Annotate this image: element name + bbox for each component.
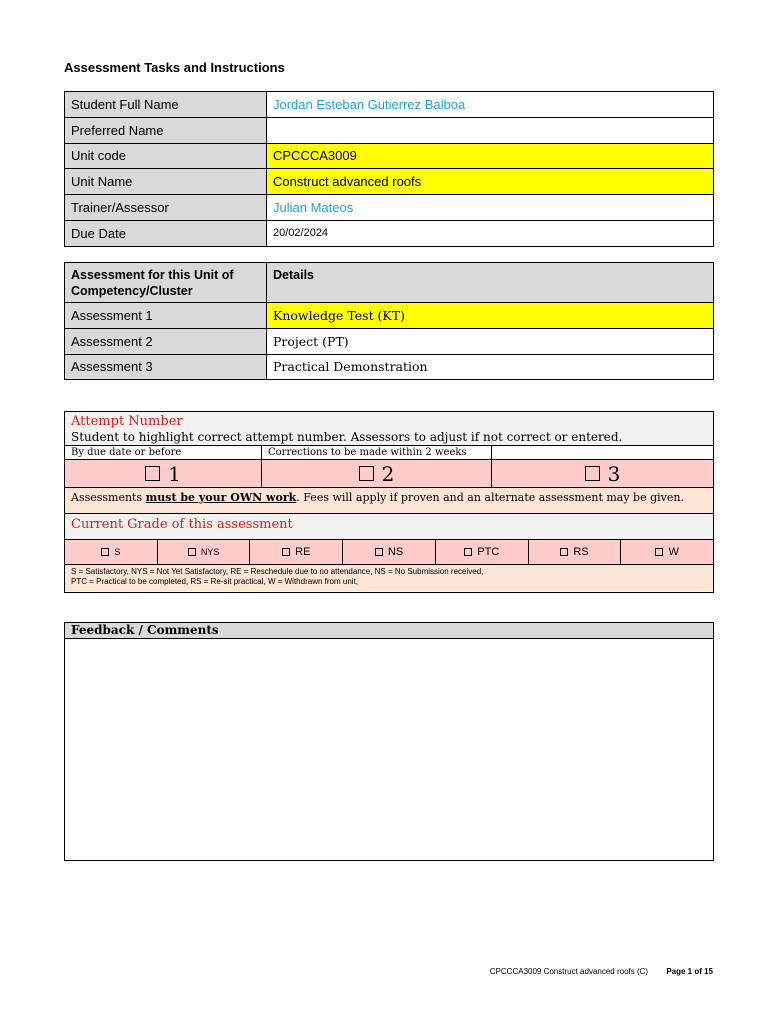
checkbox-icon [282,548,290,556]
row-assessment-1 [65,303,714,329]
feedback-section [64,622,714,861]
attempt-header [65,412,713,446]
grade-option-label: NYS [200,547,220,557]
row-due-date [65,220,714,246]
own-work-prefix: Assessments [71,491,146,504]
footer-page-number: Page 1 of 15 [666,967,713,976]
label-unit-code: Unit code [65,143,267,169]
feedback-title: Feedback / Comments [65,623,713,639]
attempt-2-label: 2 [381,461,395,486]
row-trainer-assessor [65,195,714,221]
preferred-name-field[interactable] [267,117,714,143]
attempt-section [64,411,714,593]
assessment-2-detail: Project (PT) [267,328,714,354]
grade-option-label: RE [295,546,311,558]
grade-legend-line-2: PTC = Practical to be completed, RS = Re-sit practical, W = Withdrawn from unit, [71,577,358,586]
label-preferred-name: Preferred Name [65,117,267,143]
student-full-name-field[interactable]: Jordan Esteban Gutierrez Balboa [267,92,714,118]
trainer-assessor-field[interactable]: Julian Mateos [267,195,714,221]
attempt-col-corrections: Corrections to be made within 2 weeks [262,446,492,459]
label-trainer-assessor: Trainer/Assessor [65,195,267,221]
grade-option-s[interactable] [65,540,158,564]
label-unit-name: Unit Name [65,169,267,195]
attempt-checkbox-row [65,460,713,488]
checkbox-icon [359,466,374,481]
checkbox-icon [375,548,383,556]
checkbox-icon [464,548,472,556]
attempt-col-empty [492,446,498,459]
attempt-subheader [65,446,713,460]
own-work-notice [65,488,713,514]
checkbox-icon [145,466,160,481]
grade-option-label: RS [573,546,589,558]
row-preferred-name [65,117,714,143]
label-assessment-3: Assessment 3 [65,354,267,380]
grade-options-row [65,540,713,565]
own-work-emphasis: must be your OWN work [145,491,297,504]
row-unit-name [65,169,714,195]
assessment-table-header [65,263,714,303]
assessment-1-detail: Knowledge Test (KT) [267,303,714,329]
footer-document-name: CPCCCA3009 Construct advanced roofs (C) [489,967,649,976]
label-assessment-2: Assessment 2 [65,328,267,354]
attempt-3-checkbox[interactable] [492,460,713,487]
assessment-table [64,262,714,380]
label-student-full-name: Student Full Name [65,92,267,118]
row-student-full-name [65,92,714,118]
attempt-1-label: 1 [168,461,181,486]
row-assessment-2 [65,328,714,354]
grade-option-w[interactable] [621,540,713,564]
checkbox-icon [585,466,600,481]
attempt-2-checkbox[interactable] [262,460,492,487]
student-info-table [64,91,714,247]
feedback-textarea[interactable] [65,639,713,860]
grade-option-rs[interactable] [529,540,622,564]
unit-name-field[interactable]: Construct advanced roofs [267,169,714,195]
unit-code-field[interactable]: CPCCCA3009 [267,143,714,169]
grade-option-ns[interactable] [343,540,436,564]
due-date-field[interactable]: 20/02/2024 [267,220,714,246]
grade-option-label: S [114,547,121,557]
attempt-1-checkbox[interactable] [65,460,262,487]
grade-option-label: NS [387,546,404,558]
grade-legend [65,565,713,591]
attempt-instruction: Student to highlight correct attempt number. Assessors to adjust if not correct or entered. [71,430,623,444]
grade-option-ptc[interactable] [436,540,529,564]
checkbox-icon [560,548,568,556]
attempt-col-due-date: By due date or before [65,446,262,459]
checkbox-icon [655,548,663,556]
header-assessment-unit: Assessment for this Unit of Competency/Cluster [65,263,267,303]
checkbox-icon [101,548,109,556]
grade-option-label: W [668,546,679,558]
label-assessment-1: Assessment 1 [65,303,267,329]
attempt-3-label: 3 [607,461,621,486]
label-due-date: Due Date [65,220,267,246]
checkbox-icon [188,548,196,556]
grade-title: Current Grade of this assessment [65,514,713,540]
own-work-suffix: . Fees will apply if proven and an alternate assessment may be given. [296,491,684,504]
grade-option-nys[interactable] [158,540,251,564]
row-assessment-3 [65,354,714,380]
row-unit-code [65,143,714,169]
page-footer [490,967,713,976]
page-heading: Assessment Tasks and Instructions [64,60,285,75]
assessment-3-detail: Practical Demonstration [267,354,714,380]
header-details: Details [267,263,714,303]
grade-legend-line-1: S = Satisfactory, NYS = Not Yet Satisfactory, RE = Reschedule due to no attendance, NS = No Submission received, [71,567,484,576]
attempt-title: Attempt Number [71,414,183,429]
grade-option-re[interactable] [250,540,343,564]
grade-option-label: PTC [477,546,500,558]
